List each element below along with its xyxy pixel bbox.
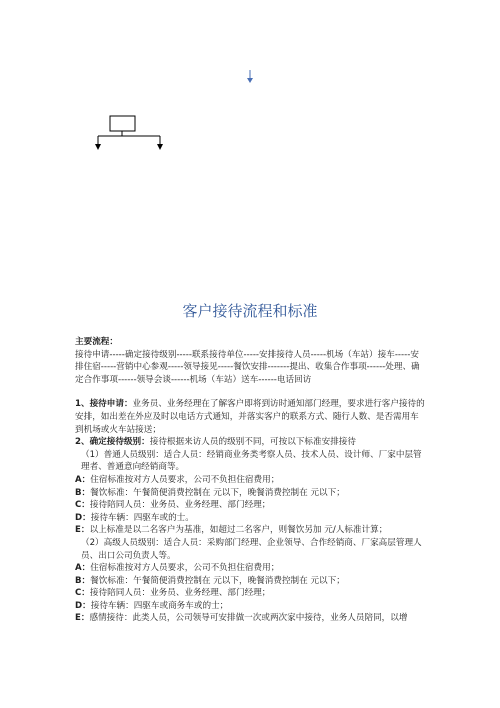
document-body: [75, 336, 425, 625]
section-2-text: 接待根据来访人员的级别不同，可按以下标准安排接待: [149, 437, 356, 448]
level-1-text: （1）普通人员级别：适合人员：经销商业务类考察人员、技术人员、设计师、厂家中层管理者、普通意向经销商等。: [81, 449, 422, 473]
flow-diagram: [0, 0, 500, 160]
right-down-arrow-icon: [157, 136, 163, 150]
section-1-label: 1、接待申请：: [75, 399, 133, 410]
list-item: E：感情接待：此类人员，公司领导可安排做一次或两次家中接待，业务人员陪同，以增: [75, 613, 408, 624]
list-item: B：餐饮标准：午餐简便消费控制在 元以下，晚餐消费控制在 元以下；: [75, 575, 345, 586]
main-process-text: 接待申请-----确定接待级别-----联系接待单位-----安排接待人员-----机场（车站）接车-----安排住宿-----营销中心参观-----领导接见-----餐饮安排-------提出、收集合作事项------处理、确定合作事项------领导会谈------机场（车站）送车------电话回访: [75, 349, 420, 385]
down-arrow-blue-icon: [247, 70, 253, 83]
section-1: [75, 398, 425, 436]
list-item: A：住宿标准按对方人员要求，公司不负担住宿费用；: [75, 474, 280, 485]
section-1-text: 业务员、业务经理在了解客户即将到访时通知部门经理，要求进行客户接待的安排，如出差在外应及时以电话方式通知，并落实客户的联系方式、随行人数、是否需用车到机场或火车站接送；: [75, 399, 425, 435]
branch-connector: [98, 131, 160, 136]
level-2-text: （2）高级人员级别：适合人员：采购部门经理、企业领导、合作经销商、厂家高层管理人员、出口公司负责人等。: [81, 537, 422, 561]
list-item: D：接待车辆：四驱车或的士。: [75, 512, 194, 523]
list-item: E：以上标准是以二名客户为基准，如超过二名客户，则餐饮另加 元/人标准计算；: [75, 525, 388, 536]
spacer: [75, 386, 425, 398]
main-process-heading: 主要流程：: [75, 337, 118, 347]
flow-box: [110, 116, 135, 131]
section-2: [75, 436, 425, 449]
list-item: B：餐饮标准：午餐简便消费控制在 元以下，晚餐消费控制在 元以下；: [75, 487, 345, 498]
list-item: D：接待车辆：四驱车或商务车或的士；: [75, 600, 229, 611]
left-down-arrow-icon: [95, 136, 101, 150]
document-title: 客户接待流程和标准: [182, 302, 318, 320]
list-item: C：接待陪同人员：业务员、业务经理、部门经理；: [75, 588, 271, 599]
section-2-label: 2、确定接待级别：: [75, 437, 150, 448]
list-item: C：接待陪同人员：业务员、业务经理、部门经理；: [75, 500, 271, 511]
list-item: A：住宿标准按对方人员要求，公司不负担住宿费用；: [75, 563, 280, 574]
